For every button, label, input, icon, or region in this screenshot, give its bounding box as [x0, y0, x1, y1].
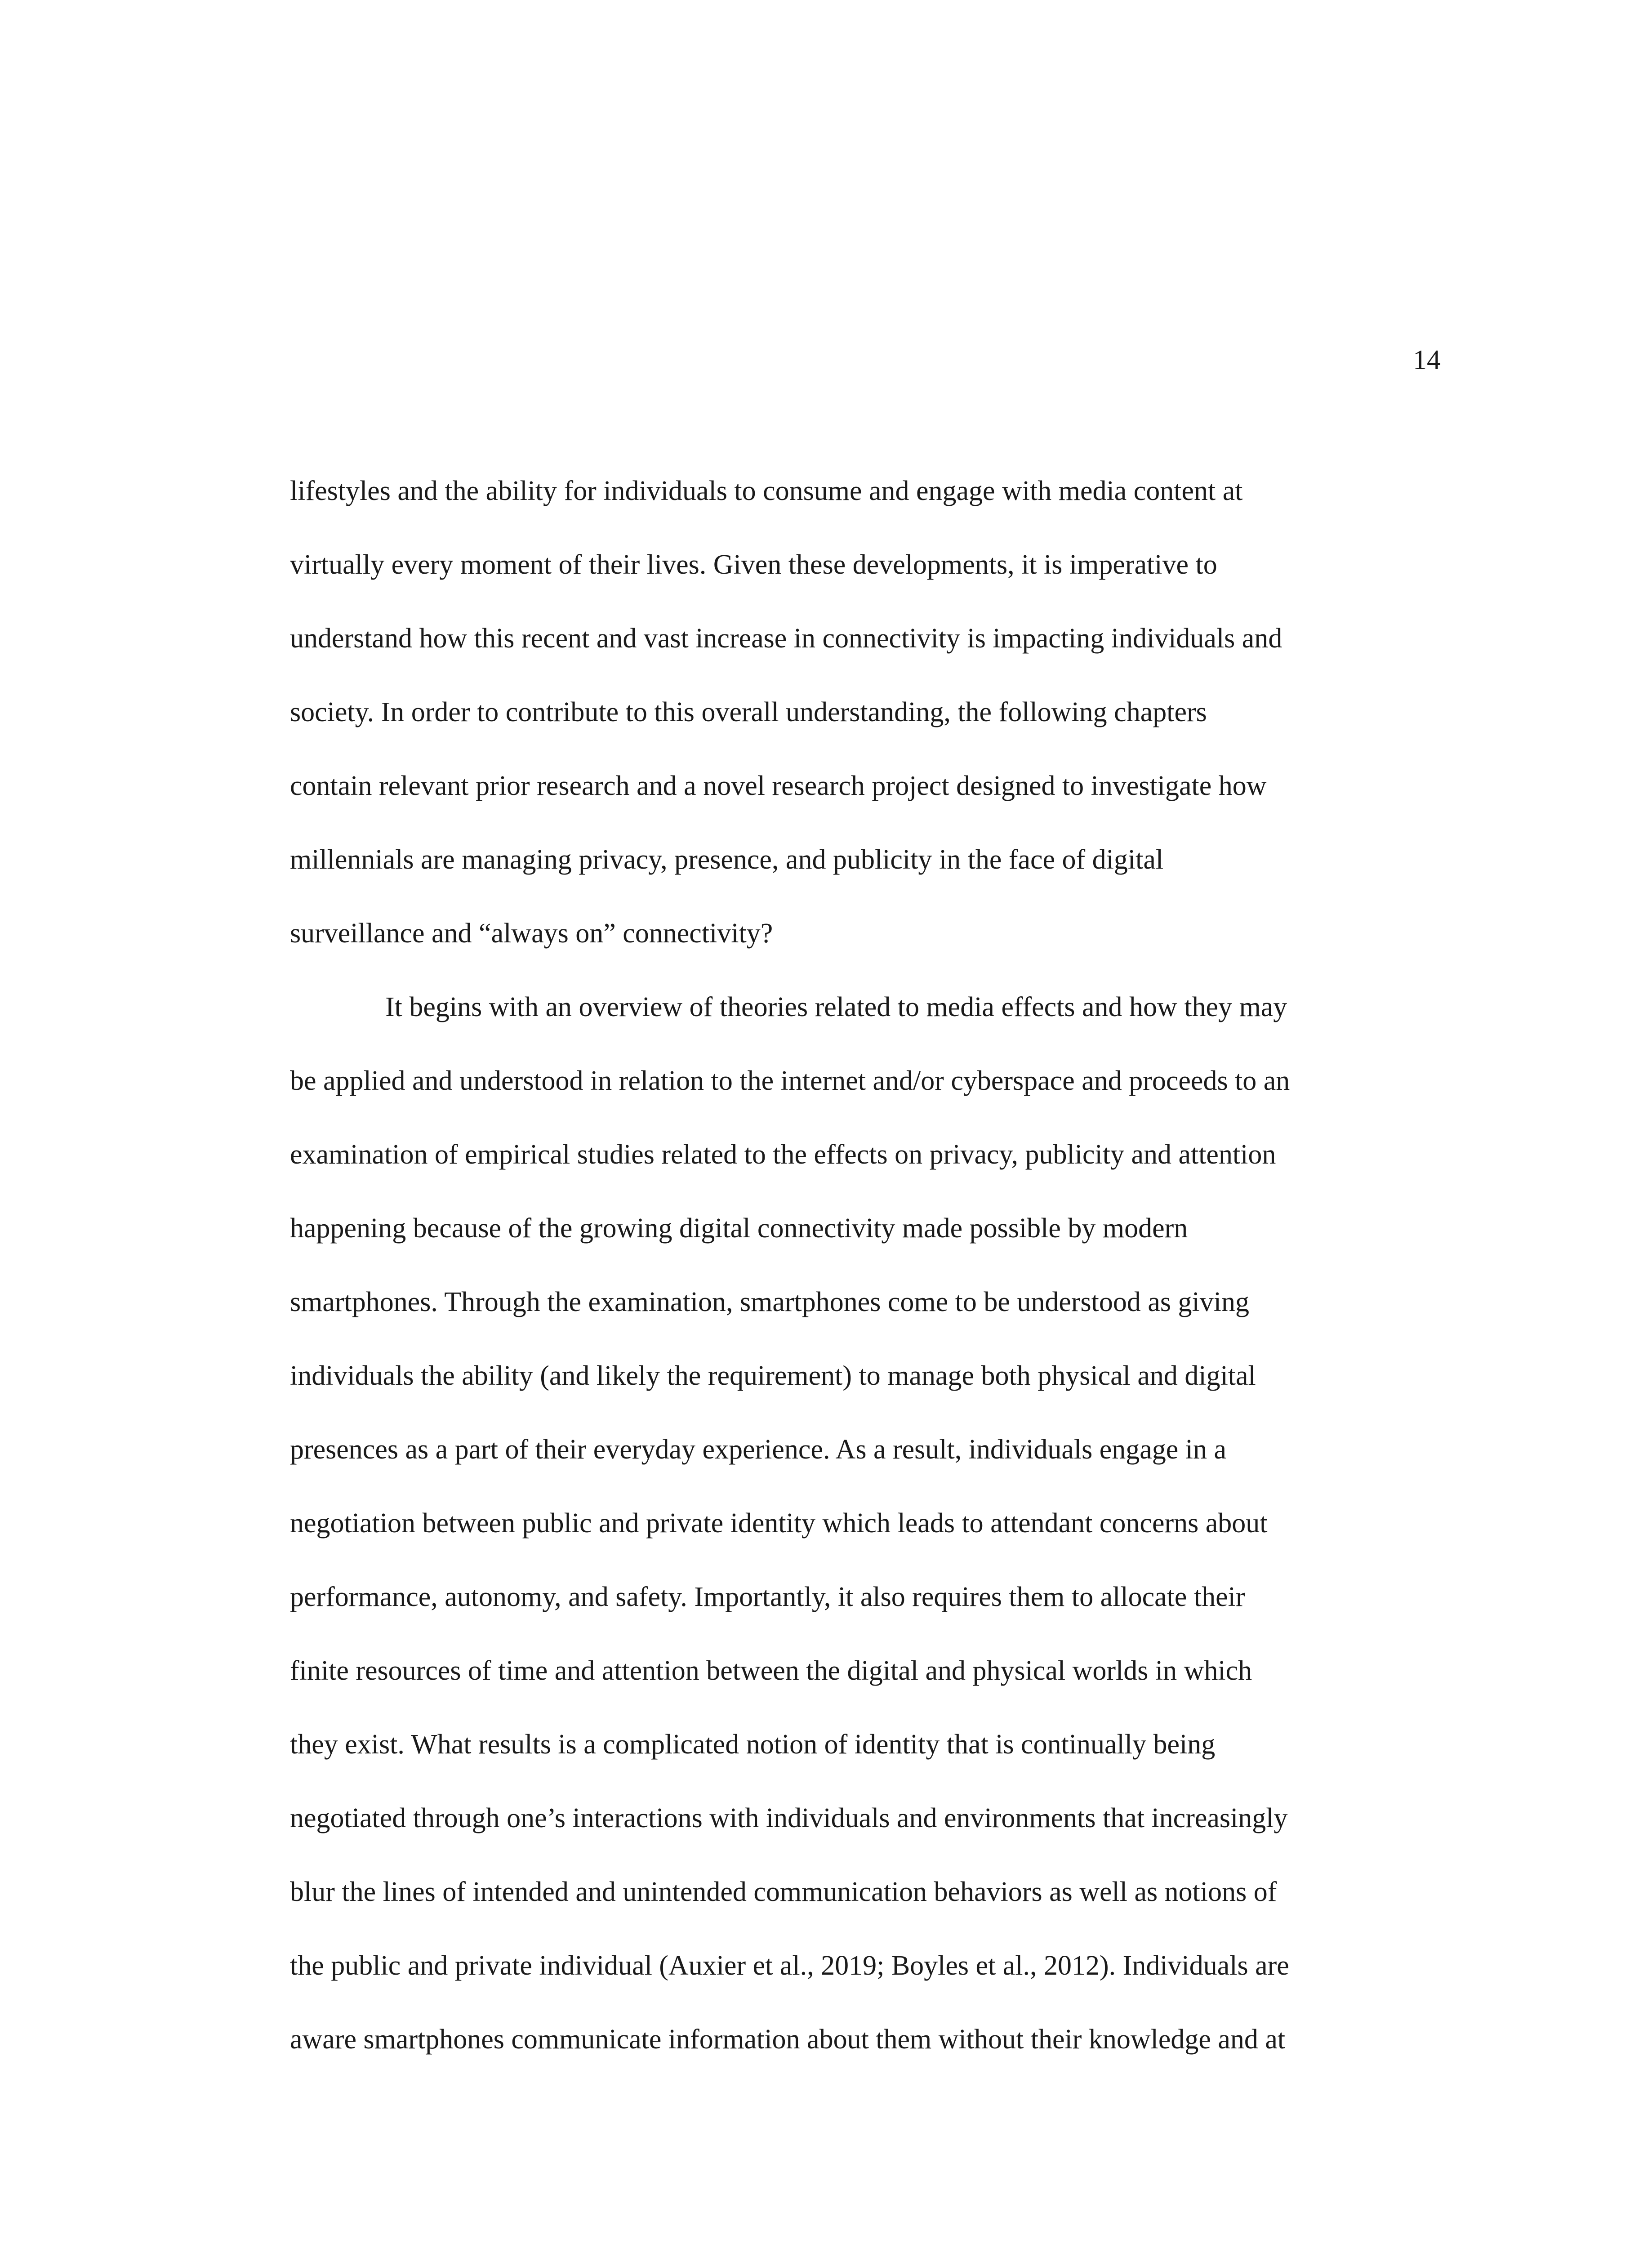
text-line: performance, autonomy, and safety. Importantly, it also requires them to allocate their [290, 1582, 1245, 1612]
text-line: contain relevant prior research and a novel research project designed to investigate how [290, 771, 1267, 801]
text-line: aware smartphones communicate information about them without their knowledge and at [290, 2024, 1286, 2055]
body-text [290, 454, 1441, 2076]
text-line: presences as a part of their everyday experience. As a result, individuals engage in a [290, 1434, 1227, 1465]
text-line: examination of empirical studies related to the effects on privacy, publicity and attention [290, 1139, 1276, 1170]
text-line: happening because of the growing digital connectivity made possible by modern [290, 1213, 1188, 1244]
text-line: be applied and understood in relation to the internet and/or cyberspace and proceeds to an [290, 1066, 1290, 1096]
text-line: surveillance and “always on” connectivity? [290, 918, 773, 949]
text-line: blur the lines of intended and unintended communication behaviors as well as notions of [290, 1877, 1277, 1907]
text-line: individuals the ability (and likely the requirement) to manage both physical and digital [290, 1360, 1256, 1391]
text-line: lifestyles and the ability for individuals to consume and engage with media content at [290, 476, 1243, 506]
text-line: they exist. What results is a complicated notion of identity that is continually being [290, 1729, 1216, 1760]
text-line: the public and private individual (Auxier et al., 2019; Boyles et al., 2012). Individuals are [290, 1950, 1289, 1981]
text-line: society. In order to contribute to this overall understanding, the following chapters [290, 697, 1207, 727]
page-number: 14 [1413, 345, 1441, 375]
text-line: millennials are managing privacy, presence, and publicity in the face of digital [290, 844, 1164, 875]
text-line: negotiated through one’s interactions with individuals and environments that increasingly [290, 1803, 1288, 1833]
paragraph-first-line: It begins with an overview of theories related to media effects and how they may [385, 992, 1287, 1022]
text-line: smartphones. Through the examination, smartphones come to be understood as giving [290, 1287, 1250, 1317]
text-line: negotiation between public and private identity which leads to attendant concerns about [290, 1508, 1268, 1539]
text-line: virtually every moment of their lives. Given these developments, it is imperative to [290, 549, 1217, 580]
text-line: finite resources of time and attention between the digital and physical worlds in which [290, 1655, 1252, 1686]
text-line: understand how this recent and vast increase in connectivity is impacting individuals and [290, 623, 1282, 654]
